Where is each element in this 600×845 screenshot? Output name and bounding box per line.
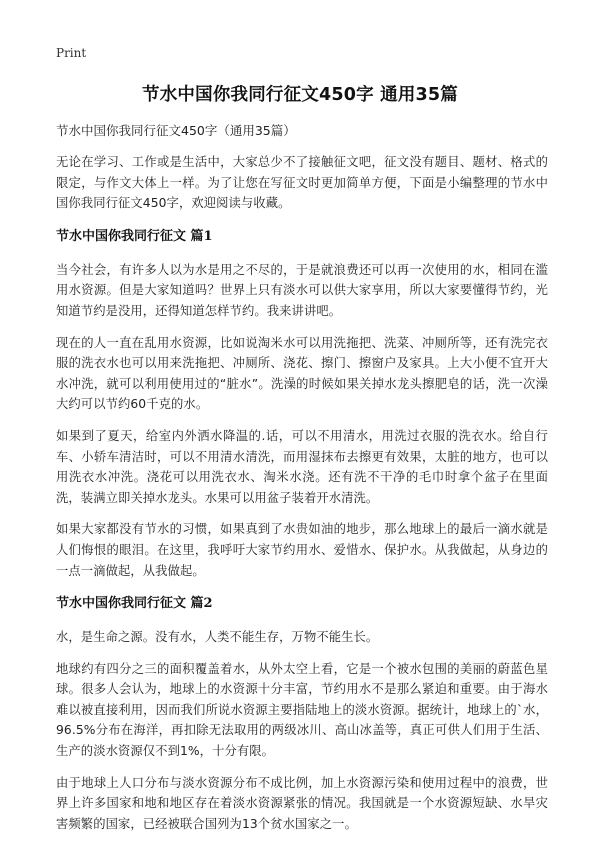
section-paragraph: 如果到了夏天，给室内外洒水降温的.话，可以不用清水，用洗过衣服的洗衣水。给自行车、小轿车清洁时，可以不用清水清洗，而用湿抹布去擦更有效果，太脏的地方，也可以用洗衣水冲洗。浇花可以用洗衣水、淘米水浇。还有洗不干净的毛巾时拿个盆子在里面洗，装满立即关掉水龙头。水果可以用盆子装着开水清洗。 [56, 428, 548, 505]
section-paragraph: 地球约有四分之三的面积覆盖着水，从外太空上看，它是一个被水包围的美丽的蔚蓝色星球。很多人会认为，地球上的水资源十分丰富，节约用水不是那么紧迫和重要。由于海水难以被直接利用，因而我们所说水资源主要指陆地上的淡水资源。据统计，地球上的`水，96.5%分布在海洋，再扣除无法取用的两级冰川、高山冰盖等，真正可供人们用于生活、生产的淡水资源仅不到1%，十分有限。 [56, 661, 548, 759]
section-paragraph: 当今社会，有许多人以为水是用之不尽的，于是就浪费还可以再一次使用的水，相同在滥用水资源。但是大家知道吗？世界上只有淡水可以供大家享用，所以大家要懂得节约，光知道节约是没用，还得知道怎样节约。我来讲讲吧。 [56, 262, 548, 318]
section-heading [56, 228, 548, 246]
section-heading-text: 节水中国你我同行征文 [56, 228, 187, 244]
print-label[interactable]: Print [56, 46, 87, 60]
section-paragraph: 现在的人一直在乱用水资源，比如说淘米水可以用洗拖把、洗菜、冲厕所等，还有洗完衣服的洗衣水也可以用来洗拖把、冲厕所、浇花、擦门、擦窗户及家具。上大小便不宜开大水冲洗，就可以利用使用过的“脏水”。洗澡的时候如果关掉水龙头擦肥皂的话，洗一次澡大约可以节约60千克的水。 [56, 335, 548, 412]
section-paragraph: 由于地球上人口分布与淡水资源分布不成比例，加上水资源污染和使用过程中的浪费，世界上许多国家和地和地区存在着淡水资源紧张的情况。我国就是一个水资源短缺、水旱灾害频繁的国家，已经被联合国列为13个贫水国家之一。 [56, 775, 548, 831]
article-subtitle: 节水中国你我同行征文450字（通用35篇） [56, 123, 296, 138]
section-heading-text: 节水中国你我同行征文 [56, 596, 187, 612]
article-body [56, 120, 548, 845]
section-paragraph: 如果大家都没有节水的习惯，如果真到了水贵如油的地步，那么地球上的最后一滴水就是人们悔恨的眼泪。在这里，我呼吁大家节约用水、爱惜水、保护水。从我做起，从身边的一点一滴做起，从我做起。 [56, 522, 548, 578]
section-heading-number: 篇1 [190, 228, 213, 244]
page-title: 节水中国你我同行征文450字 通用35篇 [142, 85, 458, 105]
section-heading [56, 595, 548, 613]
intro-paragraph: 无论在学习、工作或是生活中，大家总少不了接触征文吧，征文没有题目、题材、格式的限定，与作文大体上一样。为了让您在写征文时更加简单方便，下面是小编整理的节水中国你我同行征文450字，欢迎阅读与收藏。 [56, 155, 548, 211]
section-heading-number: 篇2 [190, 596, 213, 612]
section-paragraph: 水，是生命之源。没有水，人类不能生存，万物不能生长。 [56, 630, 379, 645]
